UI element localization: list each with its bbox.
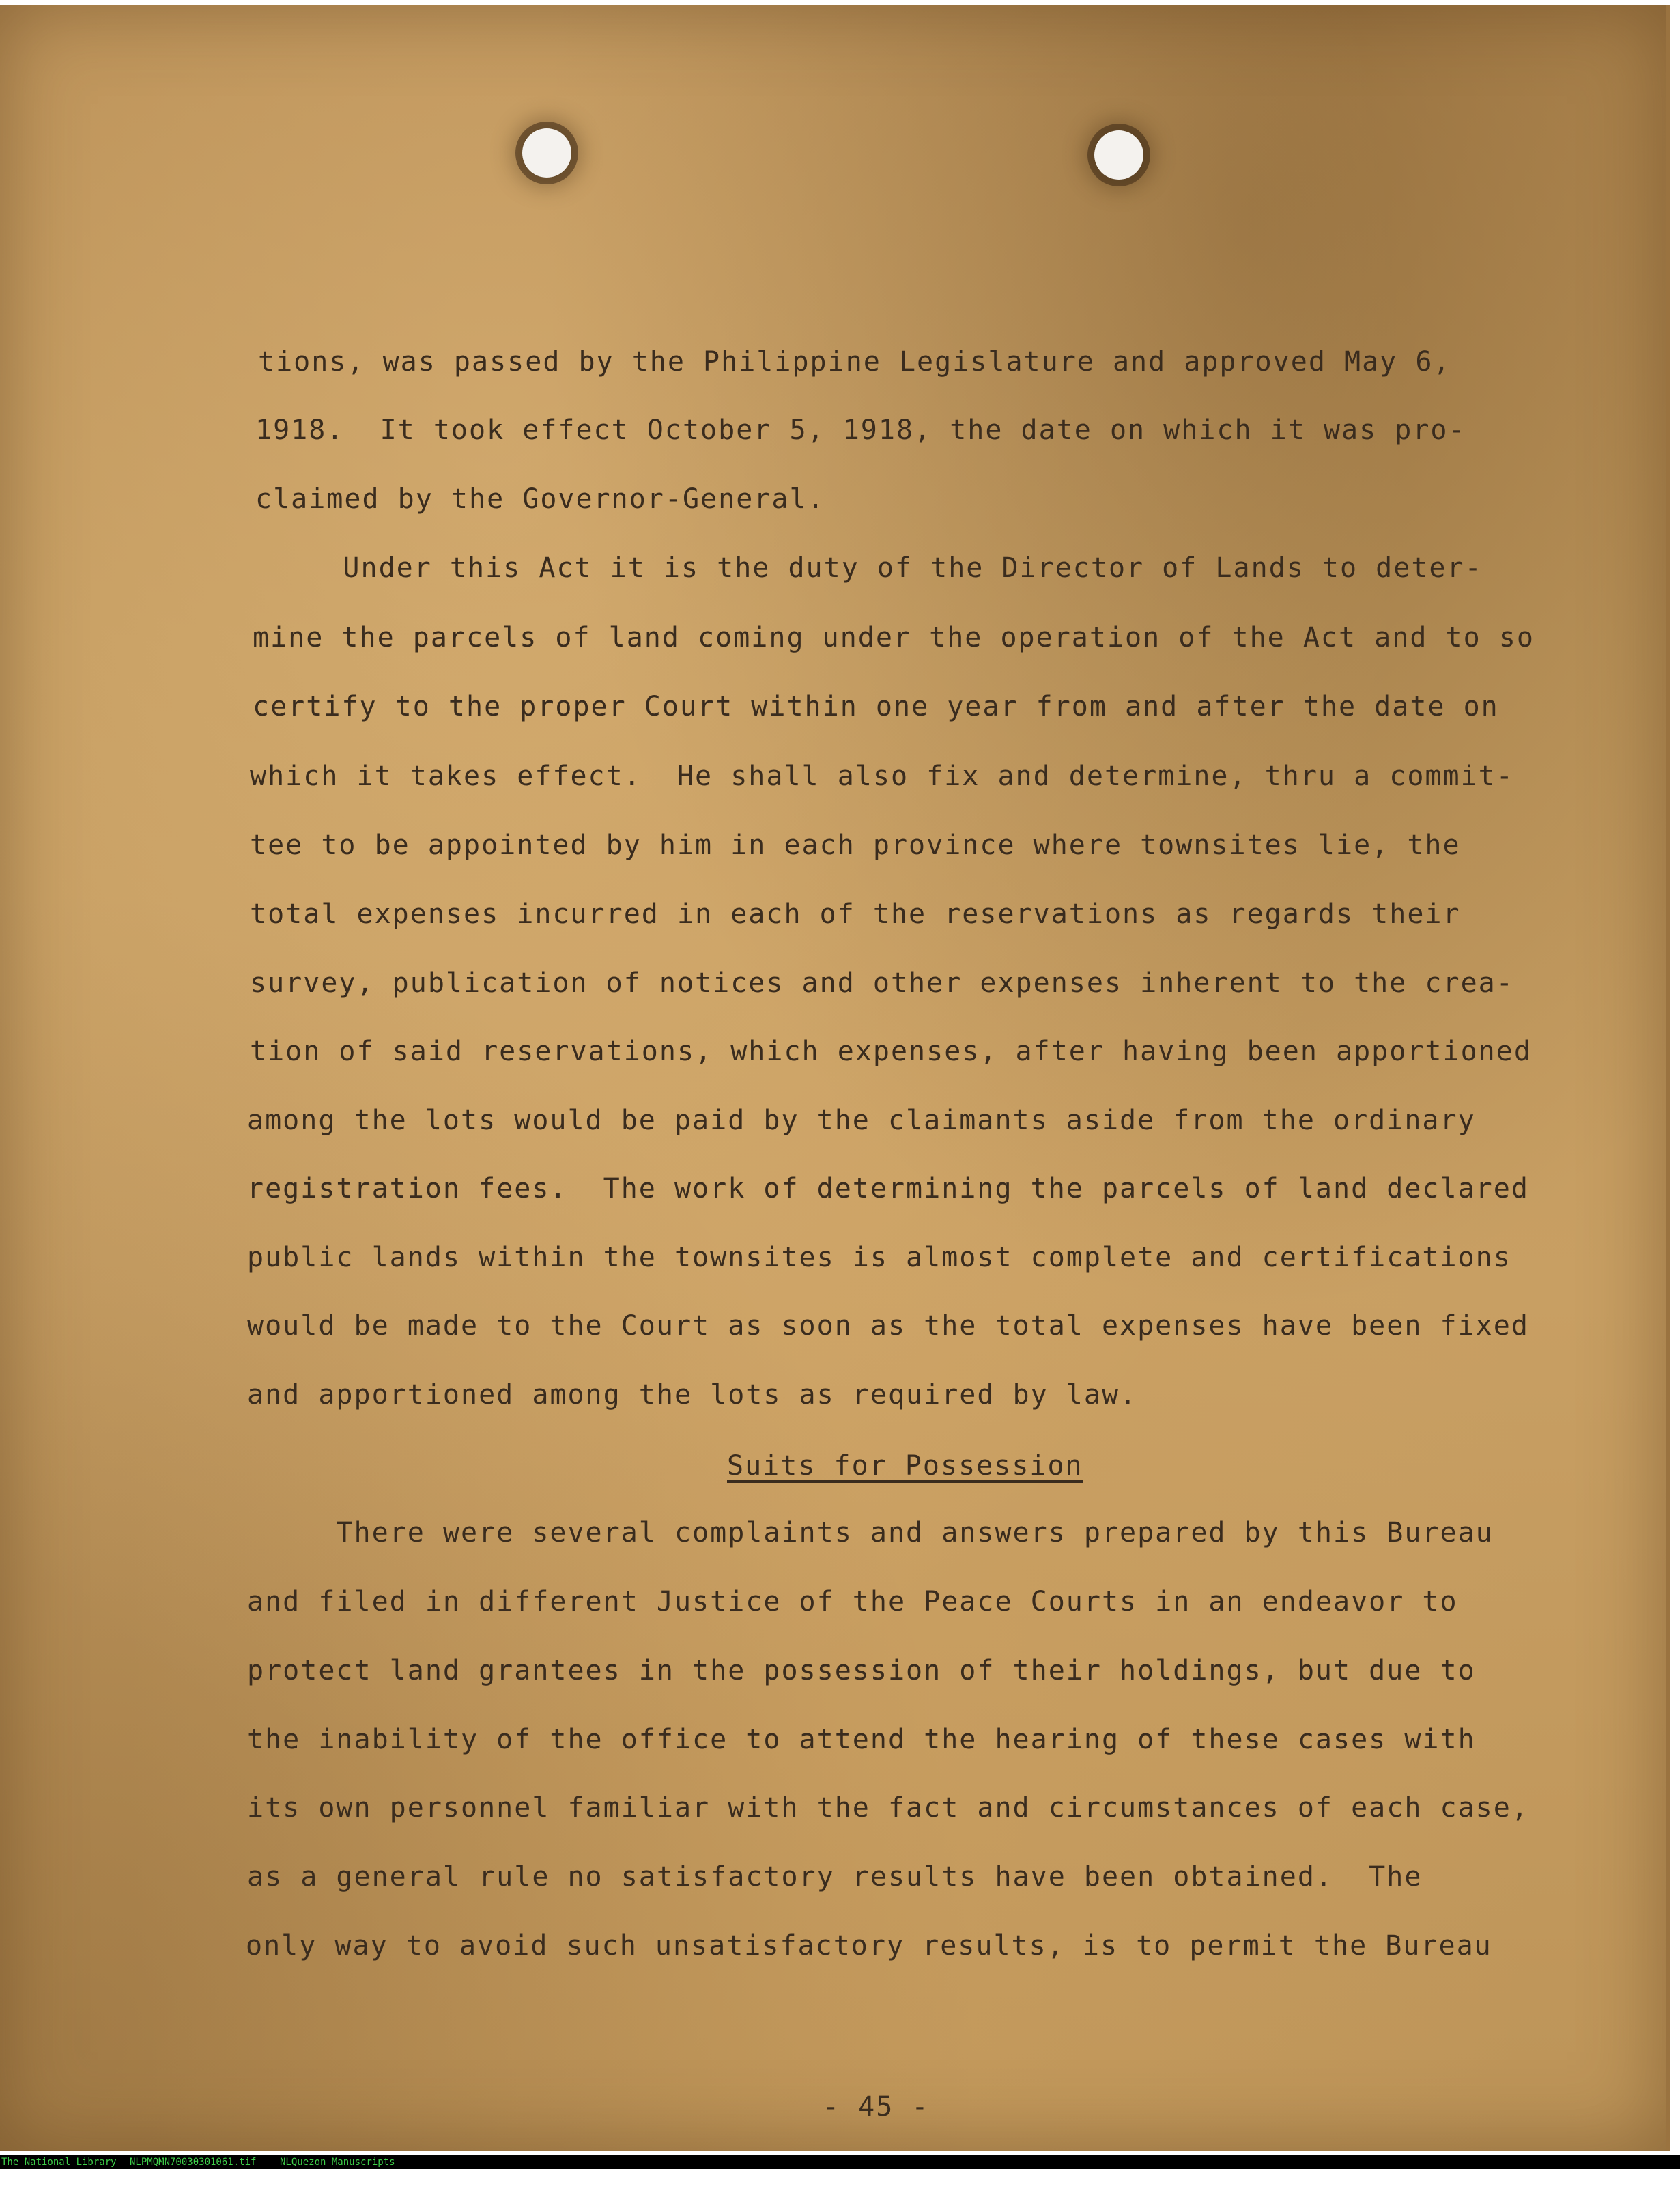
text-line: the inability of the office to attend the hearing of these cases with	[247, 1724, 1476, 1755]
text-line: as a general rule no satisfactory results have been obtained. The	[247, 1861, 1423, 1893]
text-line: 1918. It took effect October 5, 1918, the date on which it was pro-	[255, 414, 1466, 446]
text-line: tions, was passed by the Philippine Legislature and approved May 6,	[258, 346, 1451, 378]
text-line: registration fees. The work of determining the parcels of land declared	[247, 1173, 1529, 1204]
text-line: would be made to the Court as soon as the total expenses have been fixed	[247, 1310, 1529, 1342]
footer-collection: NLQuezon Manuscripts	[280, 2157, 395, 2168]
text-line: certify to the proper Court within one year from and after the date on	[253, 691, 1499, 722]
text-line: which it takes effect. He shall also fix and determine, thru a commit-	[250, 761, 1514, 792]
document-page	[0, 5, 1670, 2151]
text-line: and apportioned among the lots as required by law.	[247, 1379, 1138, 1411]
text-line: among the lots would be paid by the claimants aside from the ordinary	[247, 1105, 1476, 1136]
text-line: only way to avoid such unsatisfactory results, is to permit the Bureau	[246, 1930, 1492, 1961]
text-line: total expenses incurred in each of the reservations as regards their	[250, 898, 1461, 930]
text-line: survey, publication of notices and other expenses inherent to the crea-	[250, 967, 1514, 999]
footer-file: NLPMQMN70030301061.tif	[130, 2157, 257, 2168]
section-heading: Suits for Possession	[727, 1450, 1083, 1482]
text-line: protect land grantees in the possession of their holdings, but due to	[247, 1655, 1476, 1686]
text-line: and filed in different Justice of the Peace Courts in an endeavor to	[247, 1586, 1458, 1617]
scan-footer	[0, 2155, 1680, 2169]
text-line: tion of said reservations, which expenses, after having been apportioned	[250, 1036, 1532, 1067]
punch-hole-left	[522, 128, 571, 178]
text-line: claimed by the Governor-General.	[255, 483, 825, 515]
text-line: its own personnel familiar with the fact and circumstances of each case,	[247, 1792, 1529, 1824]
text-line: public lands within the townsites is almost complete and certifications	[247, 1242, 1511, 1273]
text-line: tee to be appointed by him in each province where townsites lie, the	[250, 830, 1461, 861]
punch-hole-right	[1094, 130, 1143, 180]
text-line: There were several complaints and answers prepared by this Bureau	[247, 1517, 1494, 1548]
text-line: mine the parcels of land coming under the operation of the Act and to so	[253, 622, 1535, 653]
text-line: Under this Act it is the duty of the Director of Lands to deter-	[254, 552, 1483, 584]
footer-library: The National Library	[1, 2157, 117, 2168]
page-number: - 45 -	[823, 2091, 930, 2123]
